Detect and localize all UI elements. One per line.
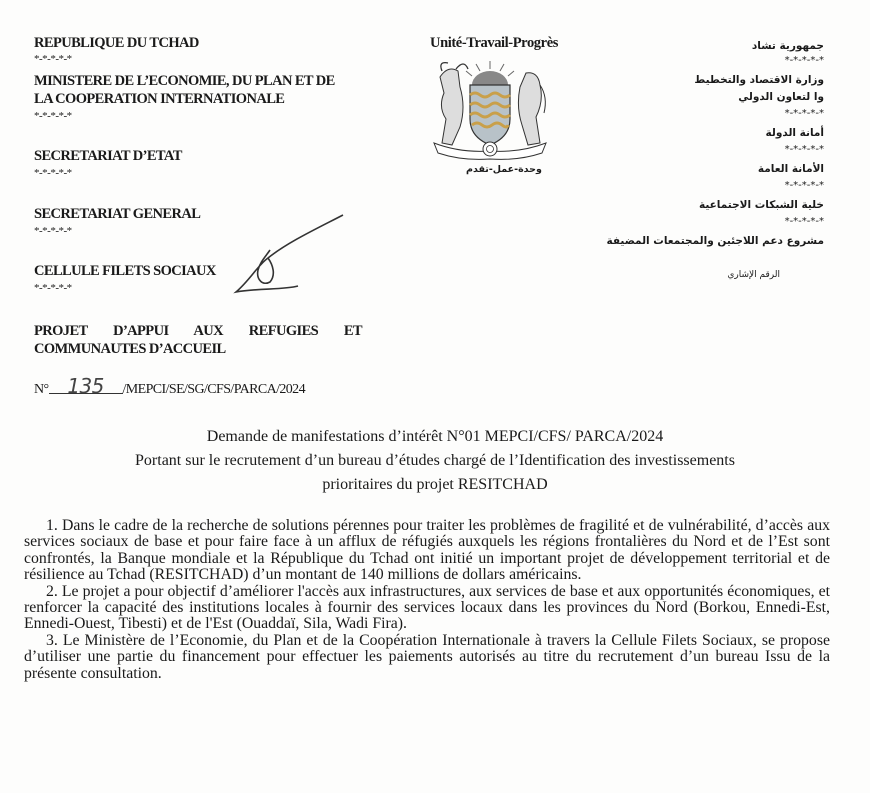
projet-heading-line2: COMMUNAUTES D’ACCUEIL [34,341,226,357]
ministry-heading-arabic-line1: وزارة الاقتصاد والتخطيط [694,74,824,86]
secretariat-etat-heading: SECRETARIAT D’ETAT [34,148,182,164]
cellule-heading: CELLULE FILETS SOCIAUX [34,263,216,279]
ref-suffix: /MEPCI/SE/SG/CFS/PARCA/2024 [122,382,305,397]
cellule-arabic: خلية الشبكات الاجتماعية [698,199,824,211]
ref-number-handwritten: 135 [49,379,123,394]
secretariat-general-arabic: الأمانة العامة [757,163,824,175]
stars-divider: *-*-*-*-* [784,108,824,119]
stars-divider: *-*-*-*-* [784,180,824,191]
coat-of-arms-icon [430,57,550,167]
paragraph-1: 1. Dans le cadre de la recherche de solutions pérennes pour traiter les problèmes de fragilité et de vulnérabilité, d’accès aux services sociaux de base et pour faire face à un afflux de réfugiés auxquels les régions frontalières du Nord et de l’Est sont confrontés, la Banque mondiale et la République du Tchad ont initié un important projet de développement territorial et de résilience au Tchad (RESITCHAD) d’un montant de 140 millions de dollars américains. [24,517,830,584]
motto-arabic: وحدة-عمل-تقدم [466,164,542,175]
ref-prefix: N° [34,382,49,397]
ministry-heading-arabic-line2: وا لتعاون الدولي [738,91,824,103]
stars-divider: *-*-*-*-* [34,167,72,179]
projet-arabic: مشروع دعم اللاجئين والمجتمعات المضيفة [606,235,824,247]
stars-divider: *-*-*-*-* [34,282,72,294]
document-title-line1: Demande de manifestations d’intérêt N°01 MEPCI/CFS/ PARCA/2024 [206,428,664,445]
projet-heading-line1: PROJET D’APPUI AUX REFUGIES ET [34,323,362,339]
secretariat-general-heading: SECRETARIAT GENERAL [34,206,201,222]
document-title-line3: prioritaires du projet RESITCHAD [322,476,548,493]
republic-heading-arabic: جمهورية تشاد [751,40,824,52]
stars-divider: *-*-*-*-* [784,144,824,155]
document-body [24,518,830,682]
stars-divider: *-*-*-*-* [34,53,72,65]
secretariat-etat-arabic: أمانة الدولة [765,127,824,139]
paragraph-3: 3. Le Ministère de l’Economie, du Plan et de la Coopération Internationale à travers la Cellule Filets Sociaux, se propose d’utiliser une partie du financement pour effectuer les paiements autorisés au titre du recrutement d’un bureau Issu de la présente consultation. [24,631,830,682]
motto: Unité-Travail-Progrès [430,35,558,51]
reference-number [34,374,305,398]
stars-divider: *-*-*-*-* [34,110,72,122]
reference-label-arabic: الرقم الإشاري [727,270,780,280]
paragraph-2: 2. Le projet a pour objectif d’améliorer l'accès aux infrastructures, aux services de base et aux opportunités économiques, et renforcer la capacité des institutions locales à fournir des services locaux dans les provinces du Nord (Borkou, Ennedi-Est, Ennedi-Ouest, Tibesti) et de l'Est (Ouaddaï, Sila, Wadi Fira). [24,582,830,633]
document-title-line2: Portant sur le recrutement d’un bureau d’études chargé de l’Identification des investissements [135,452,735,469]
stars-divider: *-*-*-*-* [34,225,72,237]
ministry-heading-line1: MINISTERE DE L’ECONOMIE, DU PLAN ET DE [34,73,335,89]
signature-icon [228,210,348,300]
republic-heading: REPUBLIQUE DU TCHAD [34,35,199,51]
stars-divider: *-*-*-*-* [784,55,824,66]
ministry-heading-line2: LA COOPERATION INTERNATIONALE [34,91,285,107]
stars-divider: *-*-*-*-* [784,216,824,227]
